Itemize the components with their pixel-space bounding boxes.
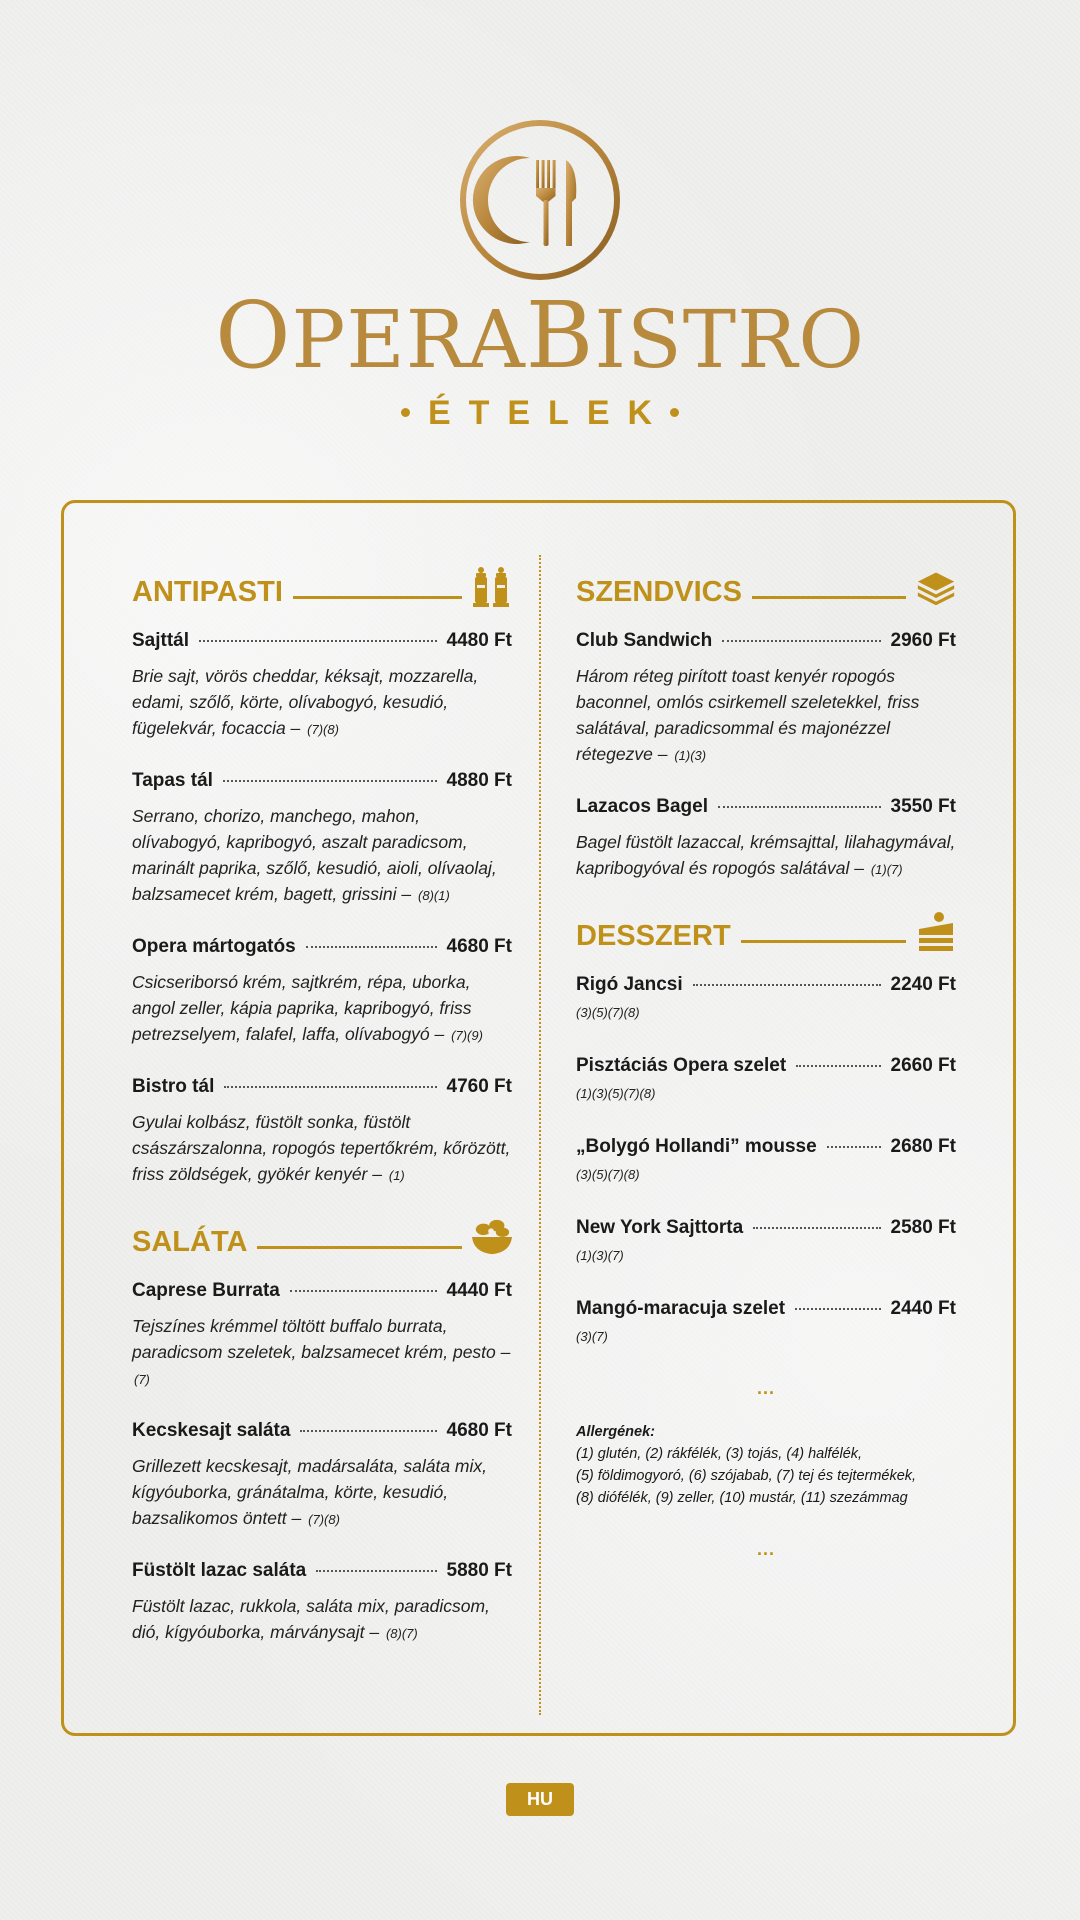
allergen-codes: (3)(5)(7)(8) [576,1005,640,1020]
language-button[interactable]: HU [506,1783,574,1816]
dot-leader [753,1227,880,1229]
allergen-codes: (3)(7) [576,1329,608,1344]
menu-item [576,973,956,1020]
menu-item-header [576,1216,956,1240]
section-header-desszert [576,909,956,951]
ellipsis-divider: ... [756,1539,775,1559]
description-text: Tejszínes krémmel töltött buffalo burrata, paradicsom szeletek, balzsamecet krém, pesto – [132,1316,511,1362]
menu-item-name: Rigó Jancsi [576,974,683,995]
allergen-heading: Allergének: [576,1424,655,1440]
menu-item-name: New York Sajttorta [576,1217,744,1238]
menu-item-header [132,1075,512,1099]
menu-item-name: Füstölt lazac saláta [132,1560,307,1581]
menu-item-price: 4680 Ft [446,936,512,957]
dot-leader [718,806,881,808]
dot-leader [306,946,437,948]
menu-item-price: 5880 Ft [446,1560,512,1581]
menu-item-price: 2960 Ft [890,630,956,651]
menu-item-header [132,1559,512,1583]
dot-leader [290,1290,437,1292]
menu-item-header [132,769,512,793]
menu-item-name: Lazacos Bagel [576,796,708,817]
dot-leader [223,780,437,782]
allergen-codes: (7)(8) [307,722,339,737]
allergen-legend [576,1421,956,1509]
menu-item [132,1559,512,1647]
menu-item-price: 4880 Ft [446,770,512,791]
section-rule [293,596,462,599]
menu-item-price: 3550 Ft [890,796,956,817]
menu-item-name: Pisztáciás Opera szelet [576,1055,787,1076]
ellipsis-divider: ... [756,1378,775,1398]
section-title: DESSZERT [576,920,731,952]
description-text: Brie sajt, vörös cheddar, kéksajt, mozzarella, edami, szőlő, körte, olívabogyó, kesudió, fügelekvár, focaccia – [132,666,479,738]
allergen-line: (8) diófélék, (9) zeller, (10) mustár, (11) szezámmag [576,1490,908,1506]
menu-item [576,629,956,769]
left-column [132,565,512,1673]
section-header-antipasti [132,565,512,607]
menu-item-price: 4760 Ft [446,1076,512,1097]
description-text: Füstölt lazac, rukkola, saláta mix, paradicsom, dió, kígyóuborka, márványsajt – [132,1596,490,1642]
allergen-codes: (7) [134,1372,150,1387]
description-text: Grillezett kecskesajt, madársaláta, saláta mix, kígyóuborka, gránátalma, körte, kesudió, bazsalikomos öntett – [132,1456,487,1528]
menu-item-description [132,969,512,1049]
menu-item-name: „Bolygó Hollandi” mousse [576,1136,817,1157]
menu-item [132,1419,512,1533]
menu-item [132,629,512,743]
menu-item-header [576,629,956,653]
allergen-codes: (1)(3) [674,748,707,763]
section-title: ANTIPASTI [132,576,283,608]
allergen-line: (1) glutén, (2) rákfélék, (3) tojás, (4) halfélék, [576,1446,863,1462]
fork-knife-logo-icon [458,118,622,282]
menu-item [576,1216,956,1263]
bullet-dot-icon [670,408,679,417]
menu-item-name: Caprese Burrata [132,1280,280,1301]
column-divider [539,555,541,1715]
dot-leader [827,1146,881,1148]
menu-item-header [576,1297,956,1321]
dot-leader [316,1570,436,1572]
description-text: Bagel füstölt lazaccal, krémsajttal, lilahagymával, kapribogyóval és ropogós salátával – [576,832,956,878]
menu-item-price: 4440 Ft [446,1280,512,1301]
bullet-dot-icon [401,408,410,417]
section-rule [741,940,906,943]
dot-leader [722,640,880,642]
brand-wordmark: OPERABISTRO [215,282,865,389]
description-text: Serrano, chorizo, manchego, mahon, olívabogyó, kapribogyó, aszalt paradicsom, marinált paprika, szőlő, kesudió, aioli, olívaolaj, balzsamecet krém, bagett, grissini – [132,806,497,904]
menu-item-header [132,629,512,653]
dot-leader [199,640,436,642]
menu-item-price: 2580 Ft [890,1217,956,1238]
menu-item-name: Opera mártogatós [132,936,296,957]
description-text: Csicseriborsó krém, sajtkrém, répa, uborka, angol zeller, kápia paprika, kapribogyó, friss petrezselyem, falafel, laffa, olívabogyó – [132,972,472,1044]
menu-item-header [132,1419,512,1443]
menu-item-price: 2240 Ft [890,974,956,995]
menu-item-header [576,1054,956,1078]
menu-item [132,1075,512,1189]
dot-leader [300,1430,436,1432]
menu-item-name: Kecskesajt saláta [132,1420,291,1441]
menu-item-name: Mangó-maracuja szelet [576,1298,786,1319]
menu-item-description [132,1453,512,1533]
menu-item-name: Sajttál [132,630,190,651]
menu-item [576,1297,956,1344]
dot-leader [693,984,881,986]
menu-item-description [576,663,956,769]
dot-leader [795,1308,880,1310]
description-text: Gyulai kolbász, füstölt sonka, füstölt császárszalonna, ropogós tepertőkrém, kőrözött, friss zöldségek, gyökér kenyér – [132,1112,511,1184]
section-title: SZENDVICS [576,576,742,608]
menu-item-price: 2660 Ft [890,1055,956,1076]
menu-item-price: 2440 Ft [890,1298,956,1319]
allergen-codes: (1)(3)(7) [576,1248,624,1263]
menu-item-description [132,663,512,743]
menu-item [576,1135,956,1182]
menu-item-header [576,795,956,819]
allergen-codes: (1)(3)(5)(7)(8) [576,1086,656,1101]
menu-item-description [132,1109,512,1189]
menu-item-header [132,935,512,959]
menu-item-name: Tapas tál [132,770,213,791]
menu-item-name: Club Sandwich [576,630,713,651]
menu-item-header [132,1279,512,1303]
menu-item-description [132,803,512,909]
menu-item [576,795,956,883]
menu-item-price: 4680 Ft [446,1420,512,1441]
menu-item [132,769,512,909]
menu-item-price: 2680 Ft [890,1136,956,1157]
menu-item-name: Bistro tál [132,1076,215,1097]
menu-item-header [576,1135,956,1159]
menu-item-price: 4480 Ft [446,630,512,651]
allergen-codes: (7)(8) [308,1512,340,1527]
salad-bowl-icon [472,1217,512,1257]
allergen-line: (5) földimogyoró, (6) szójabab, (7) tej és tejtermékek, [576,1468,917,1484]
menu-item [576,1054,956,1101]
menu-item-description [132,1313,512,1393]
menu-item-description [132,1593,512,1647]
menu-item-description [576,829,956,883]
page-title: ÉTELEK [0,394,1080,433]
allergen-codes: (7)(9) [451,1028,483,1043]
description-text: Három réteg pirított toast kenyér ropogós baconnel, omlós csirkemell szeletekkel, friss salátával, paradicsommal és majonézzel rétegezve – [576,666,920,764]
menu-item-header [576,973,956,997]
cake-slice-icon [916,911,956,951]
allergen-codes: (8)(7) [385,1626,418,1641]
dot-leader [224,1086,436,1088]
allergen-codes: (3)(5)(7)(8) [576,1167,640,1182]
allergen-codes: (8)(1) [418,888,450,903]
right-column [576,565,956,1560]
salt-pepper-icon [472,567,512,607]
allergen-codes: (1) [388,1168,405,1183]
menu-item [132,1279,512,1393]
section-header-salata [132,1215,512,1257]
allergen-codes: (1)(7) [870,862,903,877]
section-rule [257,1246,462,1249]
section-title: SALÁTA [132,1226,248,1258]
menu-item [132,935,512,1049]
dot-leader [796,1065,880,1067]
section-rule [752,596,906,599]
sandwich-icon [916,567,956,607]
section-header-szendvics [576,565,956,607]
